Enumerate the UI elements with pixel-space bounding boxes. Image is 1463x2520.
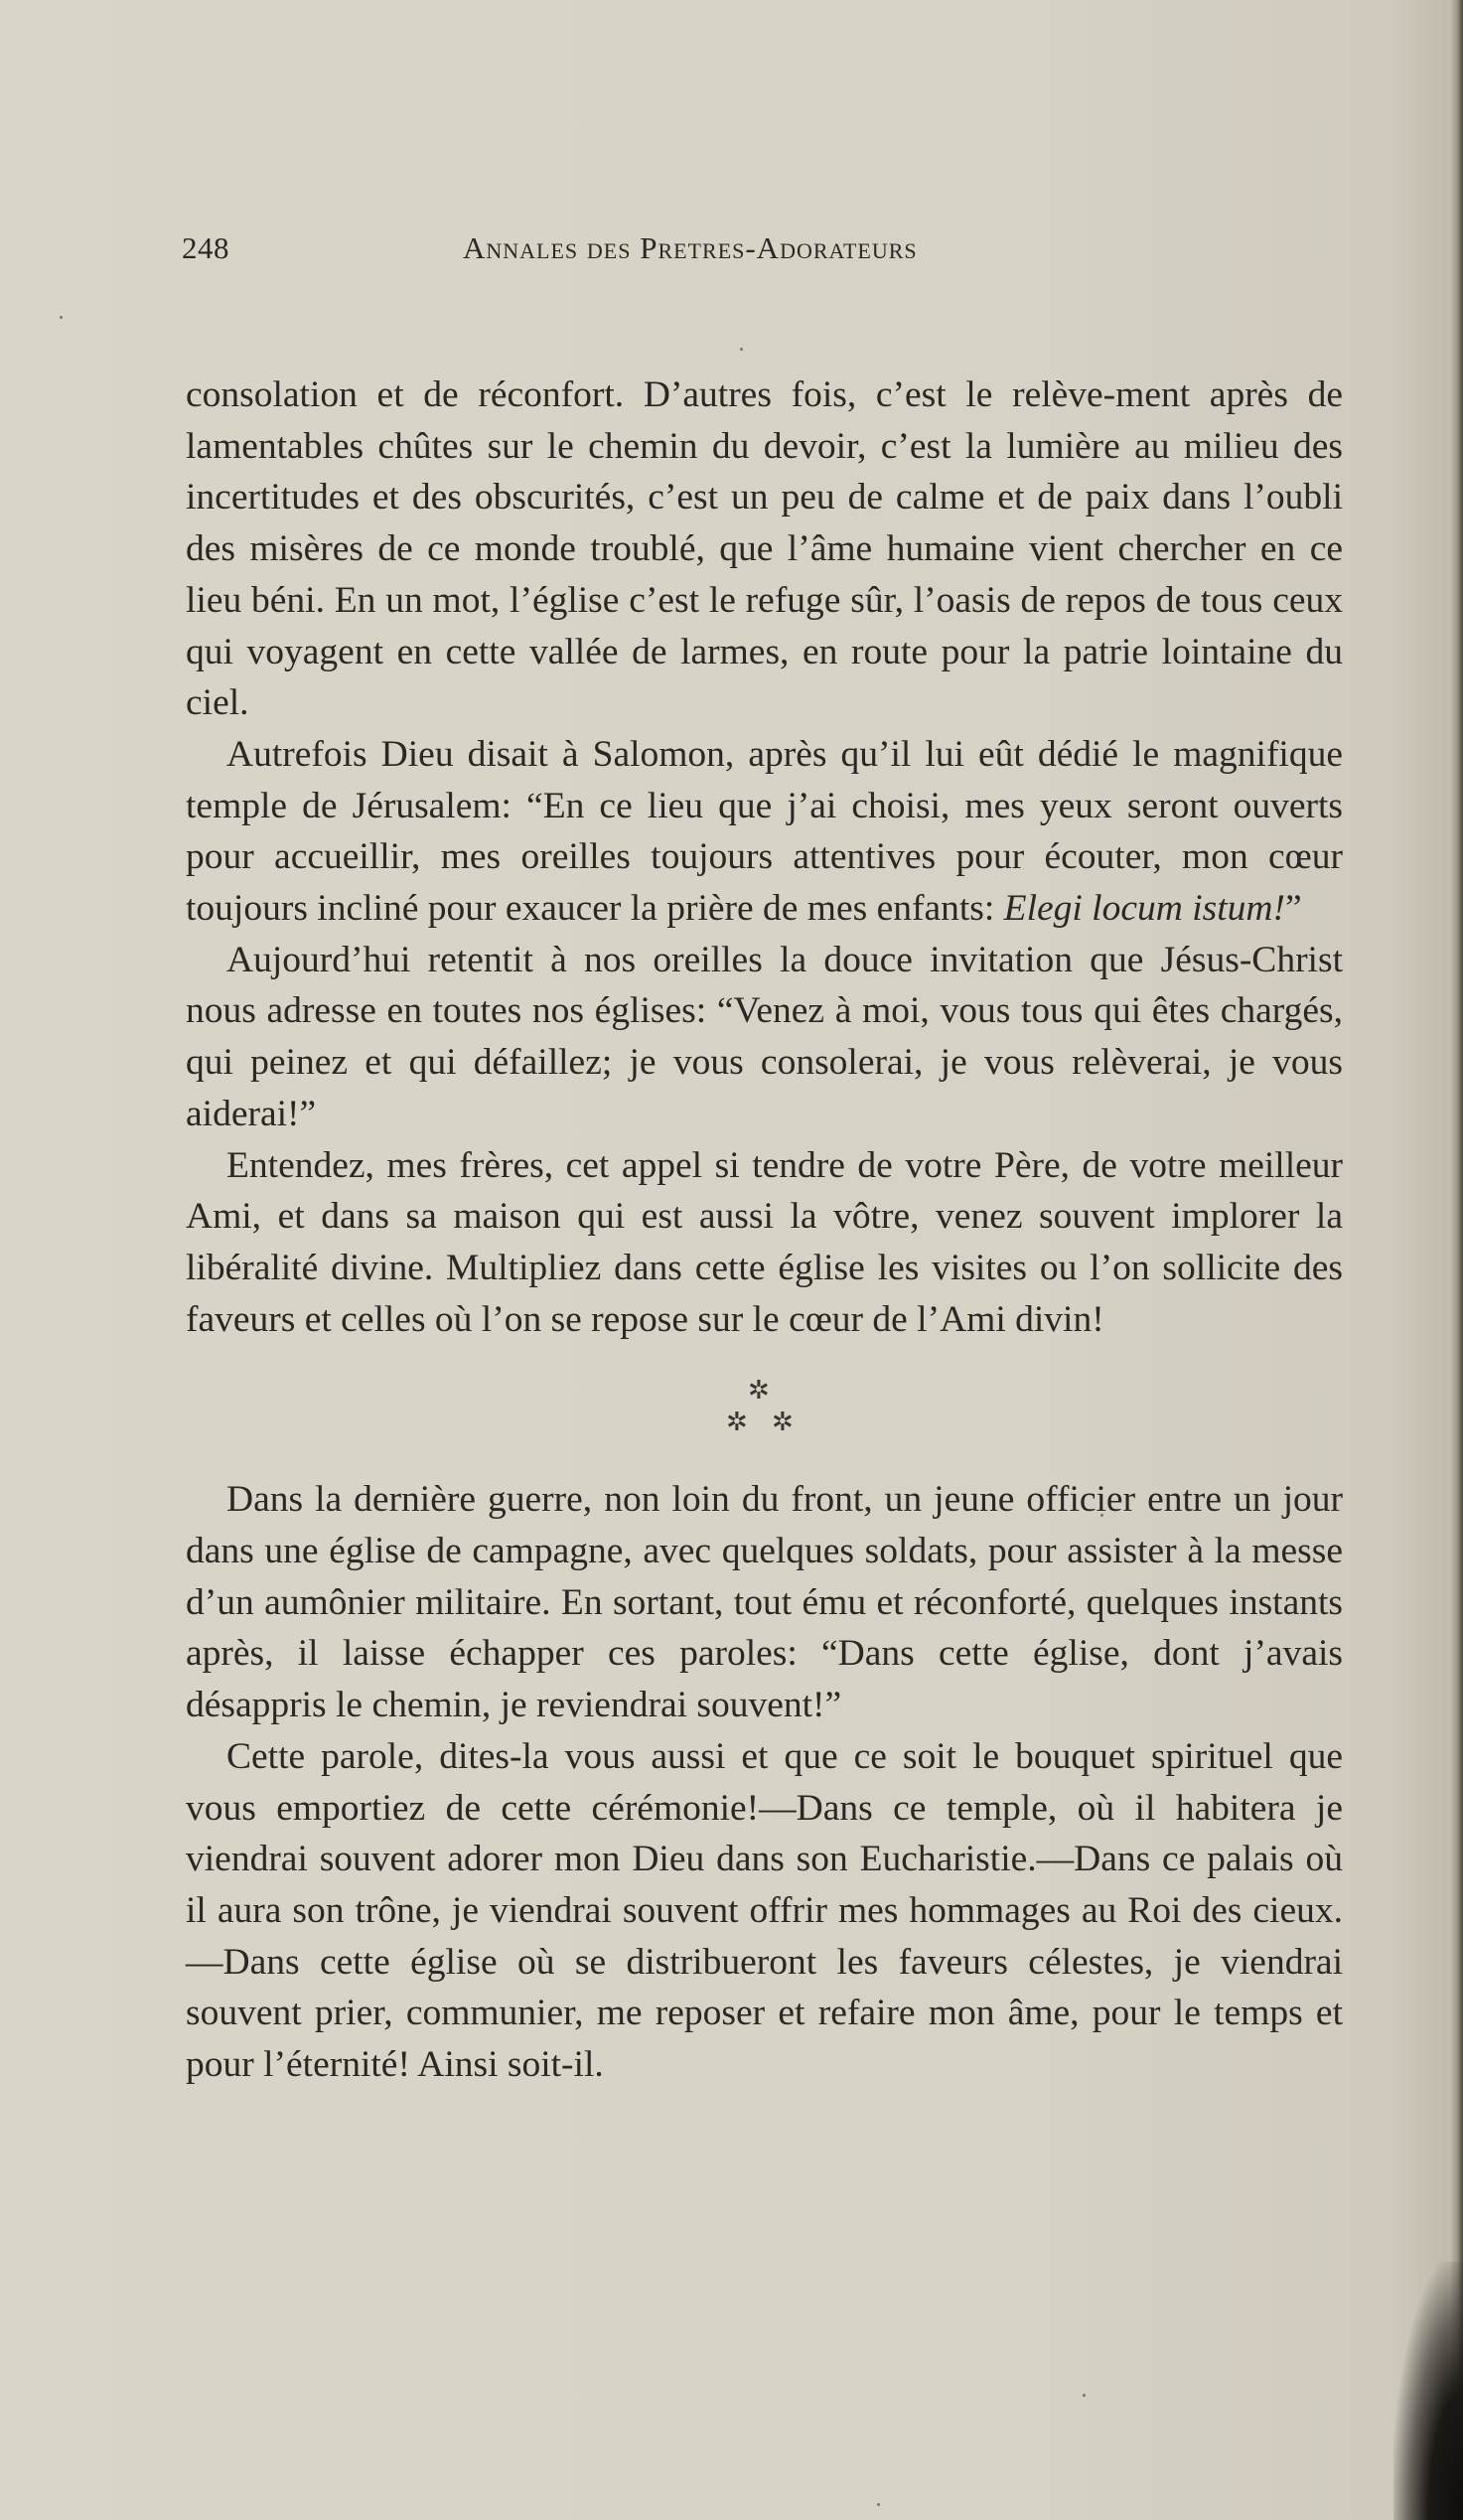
paragraph-text: Autrefois Dieu disait à Salomon, après qu’il lui eût dédié le magnifique temple de Jérusalem: “En ce lieu que j’ai choisi, mes yeux seront ouverts pour accueillir, mes oreilles toujours attentives pour écouter, mon cœur toujours incliné pour exaucer la prière de mes enfants: bbox=[186, 733, 1343, 930]
paragraph-6 bbox=[186, 1731, 1343, 2091]
paragraph-text: Aujourd’hui retentit à nos oreilles la douce invitation que Jésus-Christ nous adresse en toutes nos églises: “Venez à moi, vous tous qui êtes chargés, qui peinez et qui défaillez; je vous consolerai, je vous relèverai, je vous aiderai!” bbox=[186, 939, 1343, 1134]
paragraph-5 bbox=[186, 1474, 1343, 1731]
asterisk-icon: ✲ bbox=[726, 1408, 748, 1437]
body-text bbox=[186, 370, 1343, 2091]
asterisk-icon: ✲ bbox=[772, 1408, 794, 1437]
paragraph-text: Entendez, mes frères, cet appel si tendre de votre Père, de votre meilleur Ami, et dans sa maison qui est aussi la vôtre, venez souvent implorer la libéralité divine. Multipliez dans cette église les visites ou l’on sollicite des faveurs et celles où l’on se repose sur le cœur de l’Ami divin! bbox=[186, 1144, 1343, 1340]
paper-speck bbox=[60, 316, 63, 319]
closing-quote: ” bbox=[1284, 888, 1302, 930]
paragraph-1 bbox=[186, 370, 1343, 729]
running-head bbox=[182, 230, 1054, 270]
latin-quote: Elegi locum istum! bbox=[1003, 888, 1285, 930]
asterism-separator bbox=[186, 1360, 1343, 1464]
page-corner-shadow bbox=[1393, 2262, 1463, 2520]
paragraph-text: consolation et de réconfort. D’autres fois, c’est le relève-ment après de lamentables chûtes sur le chemin du devoir, c’est la lumière au milieu des incertitudes et des obscurités, c’est un peu de calme et de paix dans l’oubli des misères de ce monde troublé, que l’âme humaine vient chercher en ce lieu béni. En un mot, l’église c’est le refuge sûr, l’oasis de repos de tous ceux qui voyagent en cette vallée de larmes, en route pour la patrie lointaine du ciel. bbox=[186, 374, 1343, 724]
paper-speck bbox=[1083, 2394, 1086, 2397]
running-title: Annales des Pretres-Adorateurs bbox=[463, 230, 918, 265]
paper-speck bbox=[740, 348, 743, 351]
asterisk-icon: ✲ bbox=[748, 1376, 770, 1406]
paragraph-4 bbox=[186, 1140, 1343, 1346]
paragraph-3 bbox=[186, 935, 1343, 1140]
paragraph-text: Dans la dernière guerre, non loin du front, un jeune officier entre un jour dans une église de campagne, avec quelques soldats, pour assister à la messe d’un aumônier militaire. En sortant, tout ému et réconforté, quelques instants après, il laisse échapper ces paroles: “Dans cette église, dont j’avais désappris le chemin, je reviendrai souvent!” bbox=[186, 1479, 1343, 1726]
paragraph-2 bbox=[186, 729, 1343, 935]
page-edge-shadow bbox=[1449, 0, 1463, 2520]
paragraph-text: Cette parole, dites-la vous aussi et que ce soit le bouquet spirituel que vous emportiez de cette cérémonie!—Dans ce temple, où il habitera je viendrai souvent adorer mon Dieu dans son Eucharistie.—Dans ce palais où il aura son trône, je viendrai souvent offrir mes hommages au Roi des cieux.—Dans cette église où se distribueront les faveurs célestes, je viendrai souvent prier, communier, me reposer et refaire mon âme, pour le temps et pour l’éternité! Ainsi soit-il. bbox=[186, 1735, 1343, 2086]
page-number: 248 bbox=[182, 230, 229, 265]
paper-speck bbox=[877, 2503, 880, 2506]
